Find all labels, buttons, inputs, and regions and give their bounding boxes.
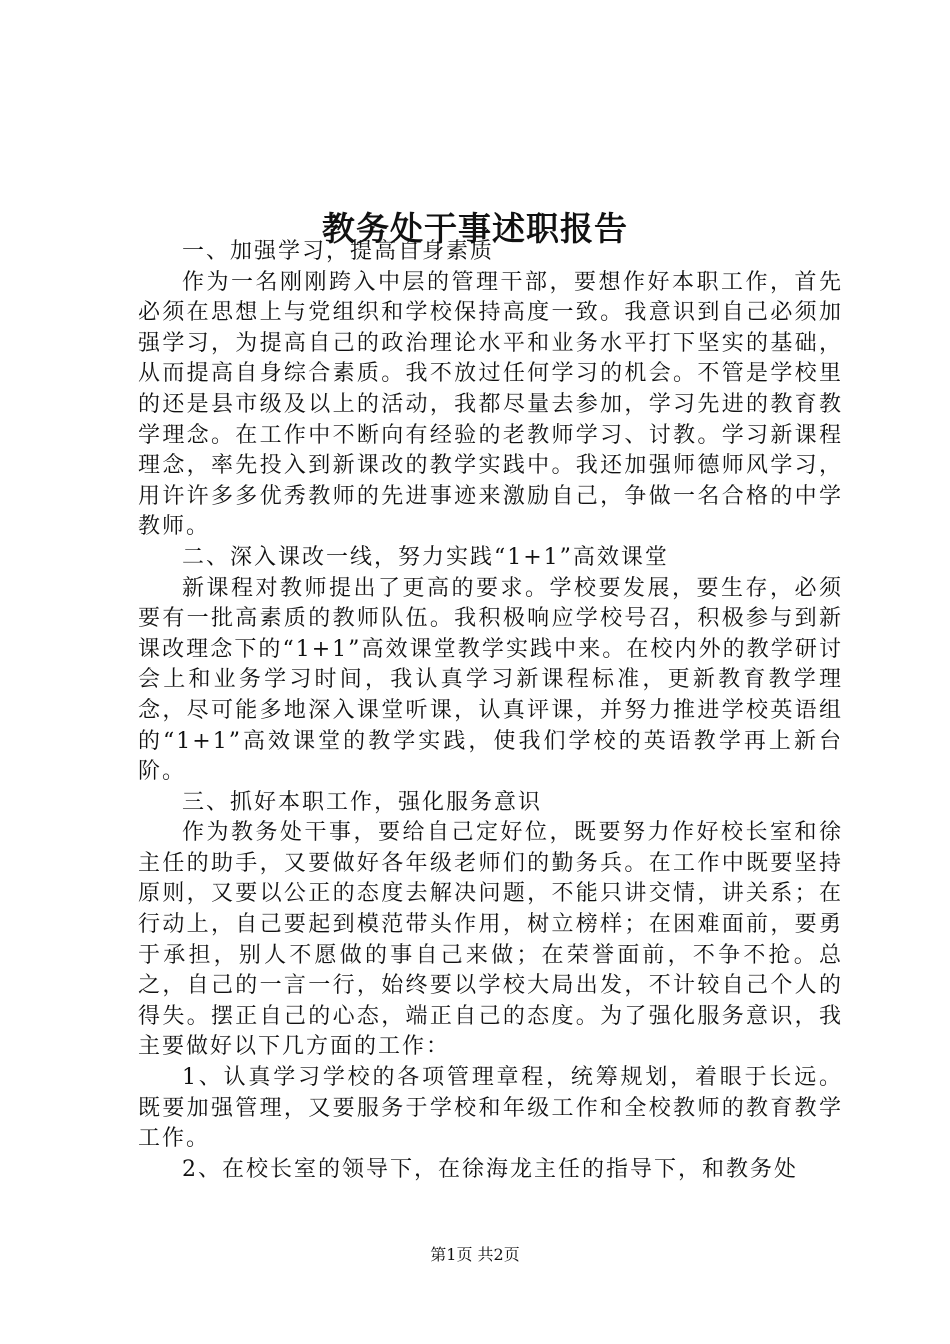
list-item-2: 2、在校长室的领导下，在徐海龙主任的指导下，和教务处 — [182, 1156, 798, 1182]
list-item-1: 1、认真学习学校的各项管理章程，统筹规划，着眼于长远。既要加强管理，又要服务于学校和年级工作和全校教师的教育教学工作。 — [138, 1065, 843, 1152]
paragraph-2: 新课程对教师提出了更高的要求。学校要发展，要生存，必须要有一批高素质的教师队伍。我积极响应学校号召，积极参与到新课改理念下的“1+1”高效课堂教学实践中来。在校内外的教学研讨会上和业务学习时间，我认真学习新课程标准，更新教育教学理念，尽可能多地深入课堂听课，认真评课，并努力推进学校英语组的“1+1”高效课堂的教学实践，使我们学校的英语教学再上新台阶。 — [138, 575, 843, 785]
paragraph-3: 作为教务处干事，要给自己定好位，既要努力作好校长室和徐主任的助手，又要做好各年级老师们的勤务兵。在工作中既要坚持原则，又要以公正的态度去解决问题，不能只讲交情，讲关系；在行动上，自己要起到模范带头作用，树立榜样；在困难面前，要勇于承担，别人不愿做的事自己来做；在荣誉面前，不争不抢。总之，自己的一言一行，始终要以学校大局出发，不计较自己个人的得失。摆正自己的心态，端正自己的态度。为了强化服务意识，我主要做好以下几方面的工作： — [138, 820, 843, 1060]
section-heading-1: 一、加强学习，提高自身素质 — [182, 239, 495, 264]
page-number-footer: 第1页 共2页 — [430, 1245, 520, 1264]
document-body — [138, 237, 843, 1185]
document-title: 教务处干事述职报告 — [322, 209, 628, 249]
section-heading-3: 三、抓好本职工作，强化服务意识 — [182, 789, 543, 815]
section-heading-2: 二、深入课改一线，努力实践“1+1”高效课堂 — [182, 544, 669, 570]
paragraph-1: 作为一名刚刚跨入中层的管理干部，要想作好本职工作，首先必须在思想上与党组织和学校保持高度一致。我意识到自己必须加强学习，为提高自己的政治理论水平和业务水平打下坚实的基础，从而提高自身综合素质。我不放过任何学习的机会。不管是学校里的还是县市级及以上的活动，我都尽量去参加，学习先进的教育教学理念。在工作中不断向有经验的老教师学习、讨教。学习新课程理念，率先投入到新课改的教学实践中。我还加强师德师风学习，用许许多多优秀教师的先进事迹来激励自己，争做一名合格的中学教师。 — [138, 269, 843, 540]
